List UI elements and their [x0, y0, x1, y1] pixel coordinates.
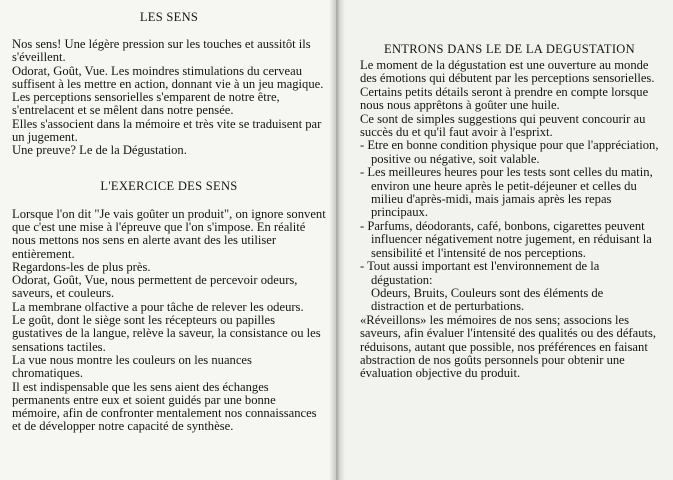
heading-degustation: ENTRONS DANS LE DE LA DEGUSTATION	[384, 42, 635, 56]
list-sub-item: Odeurs, Bruits, Couleurs sont des éléments de distraction et de perturbations.	[371, 285, 604, 314]
paragraph: Ce sont de simples suggestions qui peuvent concourir au succès du et qu'il faut avoir à l'esprixt.	[360, 111, 646, 140]
paragraph: Une preuve? Le de la Dégustation.	[12, 143, 187, 158]
paragraph: Regardons-les de plus près.	[12, 259, 151, 274]
heading-les-sens: LES SENS	[139, 10, 199, 24]
list-item: - Etre en bonne condition physique pour que l'appréciation, positive ou négative, soit valable.	[360, 138, 659, 166]
paragraph: La membrane olfactive a pour tâche de relever les odeurs.	[12, 299, 304, 314]
list-item: - Parfums, déodorants, café, bonbons, cigarettes peuvent influencer négativement notre jugement, en réduisant la sensibilité et l'intensité de nos perceptions.	[360, 218, 652, 260]
paragraph: Odorat, Goût, Vue. Les moindres stimulations du cerveau suffisent à les mettre en action, donnant vie à un jeu magique.	[12, 63, 324, 91]
list-item: - Les meilleures heures pour les tests sont celles du matin, environ une heure après le petit-déjeuner et celles du milieu d'après-midi, mais jamais après les repas principaux.	[360, 165, 653, 220]
paragraph: Le goût, dont le siège sont les récepteurs ou papilles gustatives de la langue, relève la saveur, la consistance ou les sensations tactiles.	[12, 313, 321, 354]
left-page	[0, 0, 336, 480]
list-item: - Tout aussi important est l'environnement de la dégustation:	[360, 259, 600, 287]
closing-paragraph: «Réveillons» les mémoires de nos sens; associons les saveurs, afin évaluer l'intensité des qualités ou des défauts, réduisons, autant que possible, nos préférences en faisant abstraction de nos goûts personnels pour obtenir une évaluation objective du produit.	[360, 312, 657, 381]
paragraph: Odorat, Goût, Vue, nous permettent de percevoir odeurs, saveurs, et couleurs.	[12, 273, 298, 301]
heading-exercice-des-sens: L'EXERCICE DES SENS	[100, 178, 238, 193]
paragraph: Elles s'associent dans la mémoire et très vite se traduisent par un jugement.	[12, 116, 322, 145]
right-page	[337, 0, 673, 480]
paragraph: Le moment de la dégustation est une ouverture au monde des émotions qui débutent par les perceptions sensorielles.	[360, 58, 655, 86]
paragraph: Certains petits détails seront à prendre en compte lorsque nous nous apprêtons à goûter une huile.	[360, 84, 649, 113]
paragraph: Nos sens! Une légère pression sur les touches et aussitôt ils s'éveillent.	[12, 37, 311, 65]
paragraph: Lorsque l'on dit "Je vais goûter un produit", on ignore sonvent que c'est une mise à l'épreuve que l'on s'impose. En réalité nous mettons nos sens en alerte avant des les utiliser entièrement.	[12, 206, 326, 261]
paragraph: Il est indispensable que les sens aient des échanges permanents entre eux et soient guidés par une bonne mémoire, afin de confronter mentalement nos connaissances et de développer notre capacité de synthèse.	[12, 379, 317, 434]
paragraph: Les perceptions sensorielles s'emparent de notre être, s'entrelacent et se mêlent dans notre pensée.	[12, 90, 280, 118]
paragraph: La vue nous montre les couleurs on les nuances chromatiques.	[12, 352, 252, 381]
book-gutter-shadow	[329, 0, 345, 480]
